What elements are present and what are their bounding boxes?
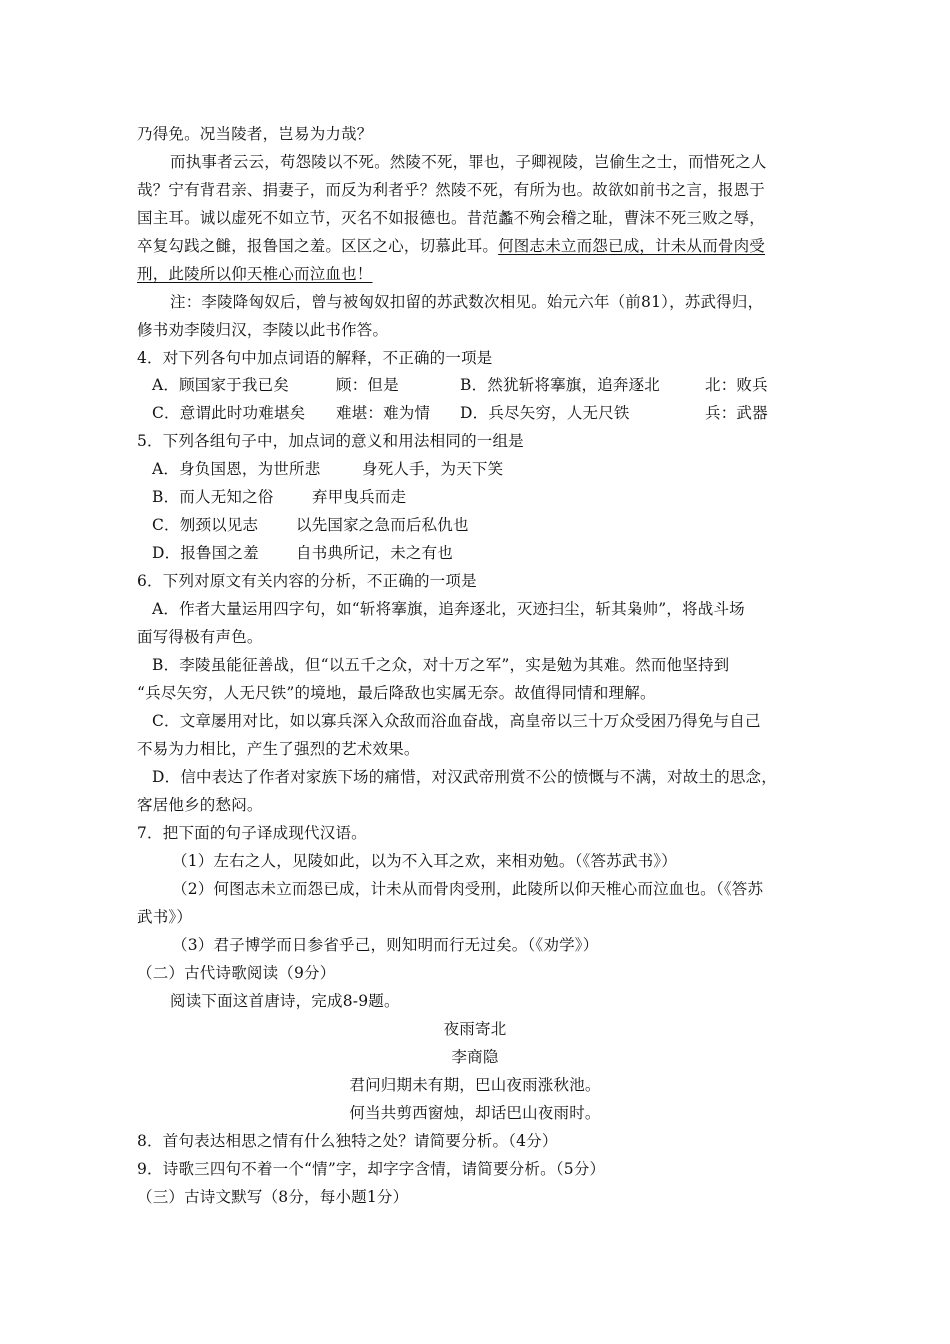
option-d-line: D．信中表达了作者对家族下场的痛惜，对汉武帝刑赏不公的愤慨与不满，对故土的思念， — [152, 768, 777, 786]
passage-line: 而执事者云云，苟怨陵以不死。然陵不死，罪也，子卿视陵，岂偷生之士，而惜死之人 — [170, 153, 767, 171]
option-d-left: D．报鲁国之羞 — [152, 544, 259, 562]
option-d — [152, 543, 842, 563]
option-a-line: A．作者大量运用四字句，如“斩将搴旗，追奔逐北，灭迹扫尘，斩其枭帅”，将战斗场 — [152, 600, 745, 618]
option-d-gloss: 兵：武器 — [705, 404, 768, 422]
option-c — [152, 515, 842, 535]
underlined-sentence: 刑，此陵所以仰天椎心而泣血也！ — [137, 265, 373, 283]
translation-item-2-cont: 武书》） — [137, 908, 193, 926]
note-line: 修书劝李陵归汉，李陵以此书作答。 — [137, 321, 389, 339]
question-8: 8．首句表达相思之情有什么独特之处？请简要分析。（4分） — [137, 1132, 558, 1150]
underlined-sentence: 何图志未立而怨已成，计未从而骨肉受 — [498, 237, 766, 255]
option-b-line: B．李陵虽能征善战，但“以五千之众，对十万之军”，实是勉为其难。然而他坚持到 — [152, 656, 730, 674]
passage-line: 国主耳。诚以虚死不如立节，灭名不如报德也。昔范蠡不殉会稽之耻，曹沫不死三败之辱， — [137, 209, 766, 227]
poem-author: 李商隐 — [451, 1048, 499, 1066]
option-d-right: 自书典所记，未之有也 — [296, 544, 454, 562]
section-intro: 阅读下面这首唐诗，完成8-9题。 — [170, 992, 400, 1010]
poem-line: 君问归期未有期，巴山夜雨涨秋池。 — [349, 1076, 601, 1094]
question-4-options-row — [152, 375, 842, 395]
option-b-left: B．而人无知之俗 — [152, 488, 274, 506]
passage-text: 卒复勾践之雠，报鲁国之羞。区区之心，切慕此耳。 — [137, 237, 499, 255]
option-d-line: 客居他乡的愁闷。 — [137, 796, 263, 814]
option-a-gloss: 顾：但是 — [336, 376, 399, 394]
passage-line: 哉？宁有背君亲、捐妻子，而反为利者乎？然陵不死，有所为也。故欲如前书之言，报恩于 — [137, 181, 766, 199]
question-4-options-row — [152, 403, 842, 423]
option-b-right: 弃甲曳兵而走 — [312, 488, 407, 506]
option-c-gloss: 难堪：难为情 — [336, 404, 431, 422]
option-b-line: “兵尽矢穷，人无尺铁”的境地，最后降敌也实属无奈。故值得同情和理解。 — [137, 684, 656, 702]
question-9: 9．诗歌三四句不着一个“情”字，却字字含情，请简要分析。（5分） — [137, 1160, 606, 1178]
option-c-line: C．文章屡用对比，如以寡兵深入众敌而浴血奋战，高皇帝以三十万众受困乃得免与自己 — [152, 712, 761, 730]
option-a-line: 面写得极有声色。 — [137, 628, 263, 646]
option-a-right: 身死人手，为天下笑 — [362, 460, 504, 478]
question-4-stem: 4．对下列各句中加点词语的解释，不正确的一项是 — [137, 349, 493, 367]
option-b-gloss: 北：败兵 — [705, 376, 768, 394]
option-c: C．意谓此时功难堪矣 — [152, 404, 306, 422]
option-c-right: 以先国家之急而后私仇也 — [296, 516, 469, 534]
translation-item-1: （1）左右之人，见陵如此，以为不入耳之欢，来相劝勉。（《答苏武书》） — [172, 852, 677, 870]
option-a — [152, 459, 842, 479]
option-c-line: 不易为力相比，产生了强烈的艺术效果。 — [137, 740, 420, 758]
option-d: D．兵尽矢穷，人无尺铁 — [460, 404, 630, 422]
translation-item-3: （3）君子博学而日参省乎己，则知明而行无过矣。（《劝学》） — [172, 936, 599, 954]
question-5-stem: 5．下列各组句子中，加点词的意义和用法相同的一组是 — [137, 432, 524, 450]
translation-item-2: （2）何图志未立而怨已成，计未从而骨肉受刑，此陵所以仰天椎心而泣血也。（《答苏 — [172, 880, 764, 898]
option-c-left: C．刎颈以见志 — [152, 516, 259, 534]
note-line: 注：李陵降匈奴后，曾与被匈奴扣留的苏武数次相见。始元六年（前81），苏武得归， — [170, 293, 764, 311]
option-a-left: A．身负国恩，为世所悲 — [152, 460, 321, 478]
option-b — [152, 487, 842, 507]
option-a: A．顾国家于我已矣 — [152, 376, 289, 394]
question-6-stem: 6．下列对原文有关内容的分析，不正确的一项是 — [137, 572, 477, 590]
question-7-stem: 7．把下面的句子译成现代汉语。 — [137, 824, 367, 842]
passage-line — [137, 236, 827, 256]
passage-line: 乃得免。况当陵者，岂易为力哉？ — [137, 125, 373, 143]
option-b: B．然犹斩将搴旗，追奔逐北 — [460, 376, 660, 394]
poem-line: 何当共剪西窗烛，却话巴山夜雨时。 — [349, 1104, 601, 1122]
section-heading: （三）古诗文默写（8分，每小题1分） — [137, 1188, 409, 1206]
section-heading: （二）古代诗歌阅读（9分） — [137, 964, 336, 982]
poem-title: 夜雨寄北 — [443, 1020, 507, 1038]
